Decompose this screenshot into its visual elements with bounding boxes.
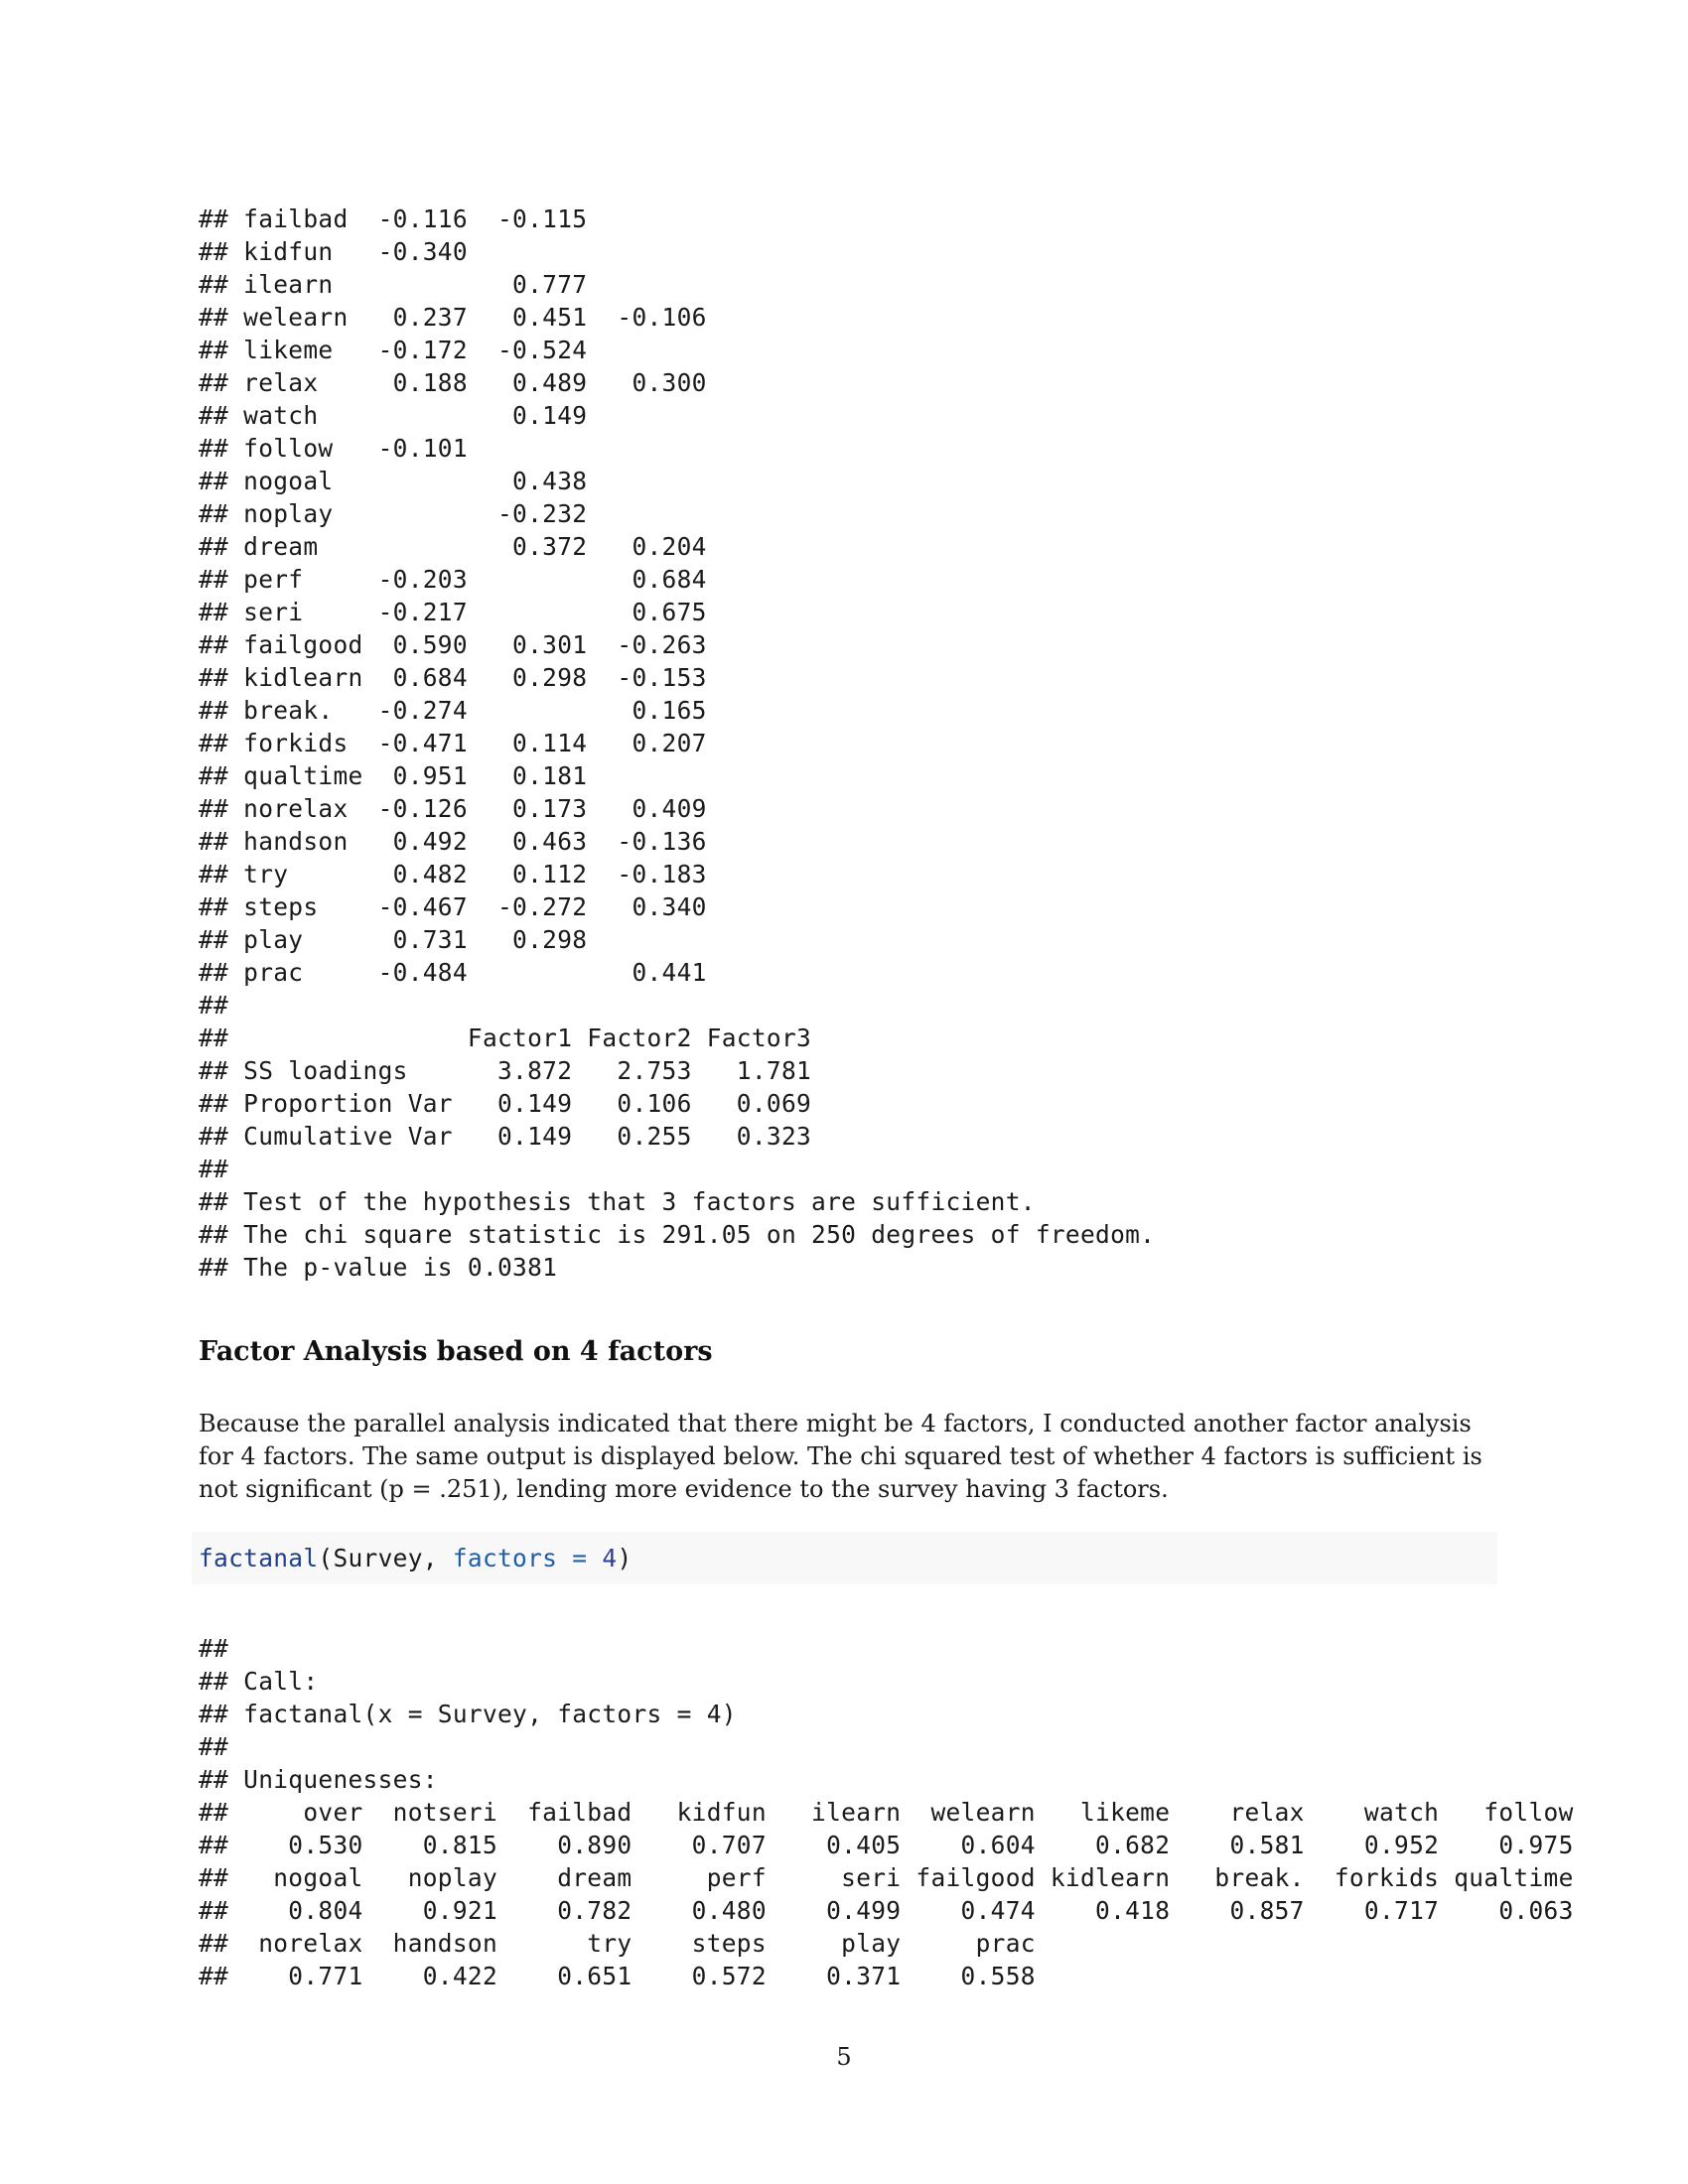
output-line: ## Proportion Var 0.149 0.106 0.069 [199,1089,812,1118]
output-line: ## forkids -0.471 0.114 0.207 [199,729,707,757]
output-line: ## noplay -0.232 [199,499,588,528]
code-arg-value: 4 [602,1544,618,1572]
code-function: factanal [199,1544,319,1572]
output-line: ## seri -0.217 0.675 [199,598,707,626]
output-line: ## [199,991,229,1020]
output-line: ## [199,1732,229,1761]
output-line: ## failbad -0.116 -0.115 [199,205,588,233]
code-close: ) [617,1544,633,1572]
output-line: ## dream 0.372 0.204 [199,532,707,561]
factanal-call-output [199,1632,1574,1992]
output-line: ## norelax -0.126 0.173 0.409 [199,794,707,823]
output-line: ## failgood 0.590 0.301 -0.263 [199,630,707,659]
output-line: ## over notseri failbad kidfun ilearn welearn likeme relax watch follow [199,1798,1574,1827]
output-line: ## kidfun -0.340 [199,237,468,266]
output-line: ## handson 0.492 0.463 -0.136 [199,827,707,856]
output-line: ## 0.771 0.422 0.651 0.572 0.371 0.558 [199,1962,1036,1990]
output-line: ## Cumulative Var 0.149 0.255 0.323 [199,1122,812,1151]
output-line: ## prac -0.484 0.441 [199,958,707,987]
factor-loadings-output [199,203,1155,1284]
output-line: ## watch 0.149 [199,401,588,430]
output-line: ## nogoal 0.438 [199,467,588,495]
code-eq: = [557,1544,603,1572]
output-line: ## Call: [199,1667,319,1696]
output-line: ## Factor1 Factor2 Factor3 [199,1024,812,1052]
output-line: ## factanal(x = Survey, factors = 4) [199,1700,737,1728]
code-arg-name: factors [452,1544,558,1572]
output-line: ## The p-value is 0.0381 [199,1253,558,1282]
output-line: ## Uniquenesses: [199,1765,438,1794]
output-line: ## SS loadings 3.872 2.753 1.781 [199,1056,812,1085]
output-line: ## try 0.482 0.112 -0.183 [199,860,707,888]
page-number: 5 [836,2043,852,2071]
output-line: ## ilearn 0.777 [199,270,588,299]
output-line: ## likeme -0.172 -0.524 [199,336,588,364]
output-line: ## perf -0.203 0.684 [199,565,707,594]
output-line: ## [199,1155,229,1183]
output-line: ## 0.804 0.921 0.782 0.480 0.499 0.474 0.418 0.857 0.717 0.063 [199,1896,1574,1925]
output-line: ## [199,1634,229,1663]
output-line: ## steps -0.467 -0.272 0.340 [199,892,707,921]
section-paragraph [199,1408,1499,1506]
output-line: ## qualtime 0.951 0.181 [199,761,588,790]
output-line: ## play 0.731 0.298 [199,925,588,954]
section-heading: Factor Analysis based on 4 factors [199,1336,713,1367]
code-open: (Survey, [318,1544,453,1572]
paragraph-text: Because the parallel analysis indicated that there might be 4 factors, I conducted another factor analysis for 4 factors. The same output is displayed below. The chi squared test of whether 4 factors is sufficient is not significant (p = .251), lending more evidence to the survey having 3 factors. [199,1410,1482,1503]
output-line: ## 0.530 0.815 0.890 0.707 0.405 0.604 0.682 0.581 0.952 0.975 [199,1831,1574,1859]
code-line [199,1542,633,1574]
output-line: ## The chi square statistic is 291.05 on 250 degrees of freedom. [199,1220,1156,1249]
output-line: ## relax 0.188 0.489 0.300 [199,368,707,397]
output-line: ## Test of the hypothesis that 3 factors are sufficient. [199,1187,1036,1216]
output-line: ## nogoal noplay dream perf seri failgood kidlearn break. forkids qualtime [199,1863,1574,1892]
output-line: ## norelax handson try steps play prac [199,1929,1036,1958]
code-chunk [192,1532,1497,1584]
output-line: ## break. -0.274 0.165 [199,696,707,725]
output-line: ## kidlearn 0.684 0.298 -0.153 [199,663,707,692]
output-line: ## welearn 0.237 0.451 -0.106 [199,303,707,332]
output-line: ## follow -0.101 [199,434,468,463]
